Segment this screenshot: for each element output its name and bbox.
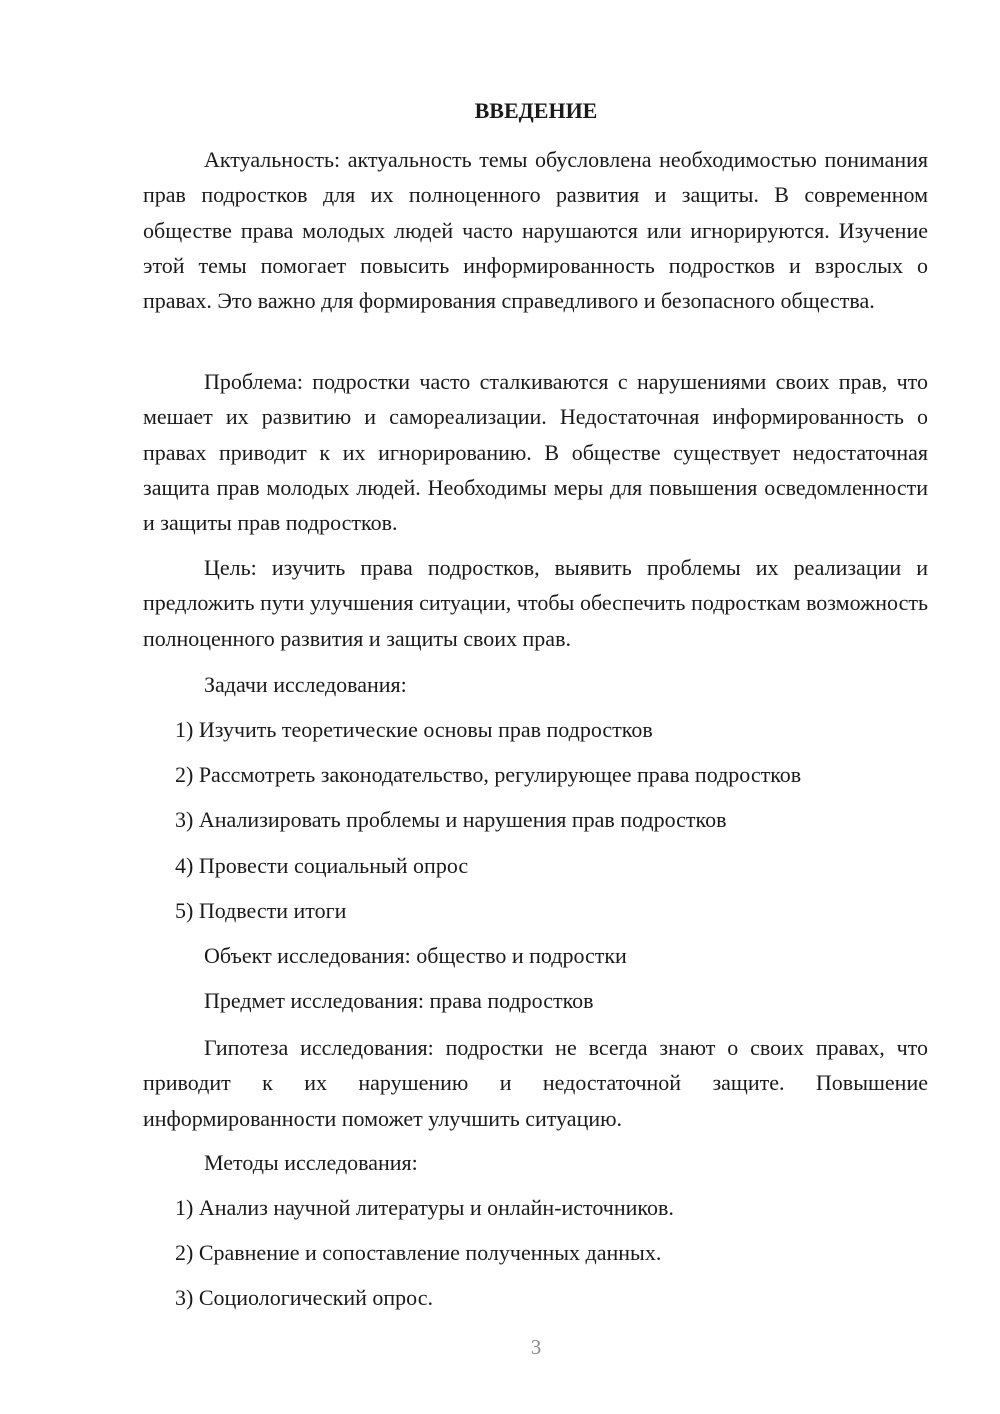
method-item: 3) Социологический опрос. bbox=[175, 1285, 433, 1310]
research-object: Объект исследования: общество и подростки bbox=[204, 943, 627, 968]
task-item: 2) Рассмотреть законодательство, регулирующее права подростков bbox=[175, 762, 802, 787]
tasks-heading: Задачи исследования: bbox=[204, 672, 407, 697]
research-subject: Предмет исследования: права подростков bbox=[204, 988, 594, 1013]
method-item: 1) Анализ научной литературы и онлайн-источников. bbox=[175, 1195, 674, 1220]
methods-heading: Методы исследования: bbox=[204, 1150, 418, 1175]
page-title: ВВЕДЕНИЕ bbox=[474, 98, 598, 123]
task-item: 3) Анализировать проблемы и нарушения прав подростков bbox=[175, 807, 727, 832]
task-item: 5) Подвести итоги bbox=[175, 898, 347, 923]
relevance-paragraph: Актуальность: актуальность темы обусловлена необходимостью понимания прав подростков для их полноценного развития и защиты. В современном обществе права молодых людей часто нарушаются или игнорируются. Изучение этой темы помогает повысить информированность подростков и взрослых о правах. Это важно для формирования справедливого и безопасного общества. bbox=[143, 147, 928, 314]
task-item: 1) Изучить теоретические основы прав подростков bbox=[175, 717, 653, 742]
method-item: 2) Сравнение и сопоставление полученных данных. bbox=[175, 1240, 662, 1265]
page-number: 3 bbox=[530, 1335, 542, 1359]
problem-paragraph: Проблема: подростки часто сталкиваются с нарушениями своих прав, что мешает их развитию и самореализации. Недостаточная информированность о правах приводит к их игнорированию. В обществе существует недостаточная защита прав молодых людей. Необходимы меры для повышения осведомленности и защиты прав подростков. bbox=[143, 369, 928, 536]
task-item: 4) Провести социальный опрос bbox=[175, 853, 469, 878]
goal-paragraph: Цель: изучить права подростков, выявить проблемы их реализации и предложить пути улучшения ситуации, чтобы обеспечить подросткам возможность полноценного развития и защиты своих прав. bbox=[143, 555, 928, 651]
hypothesis-paragraph: Гипотеза исследования: подростки не всегда знают о своих правах, что приводит к их нарушению и недостаточной защите. Повышение информированности поможет улучшить ситуацию. bbox=[143, 1035, 928, 1131]
